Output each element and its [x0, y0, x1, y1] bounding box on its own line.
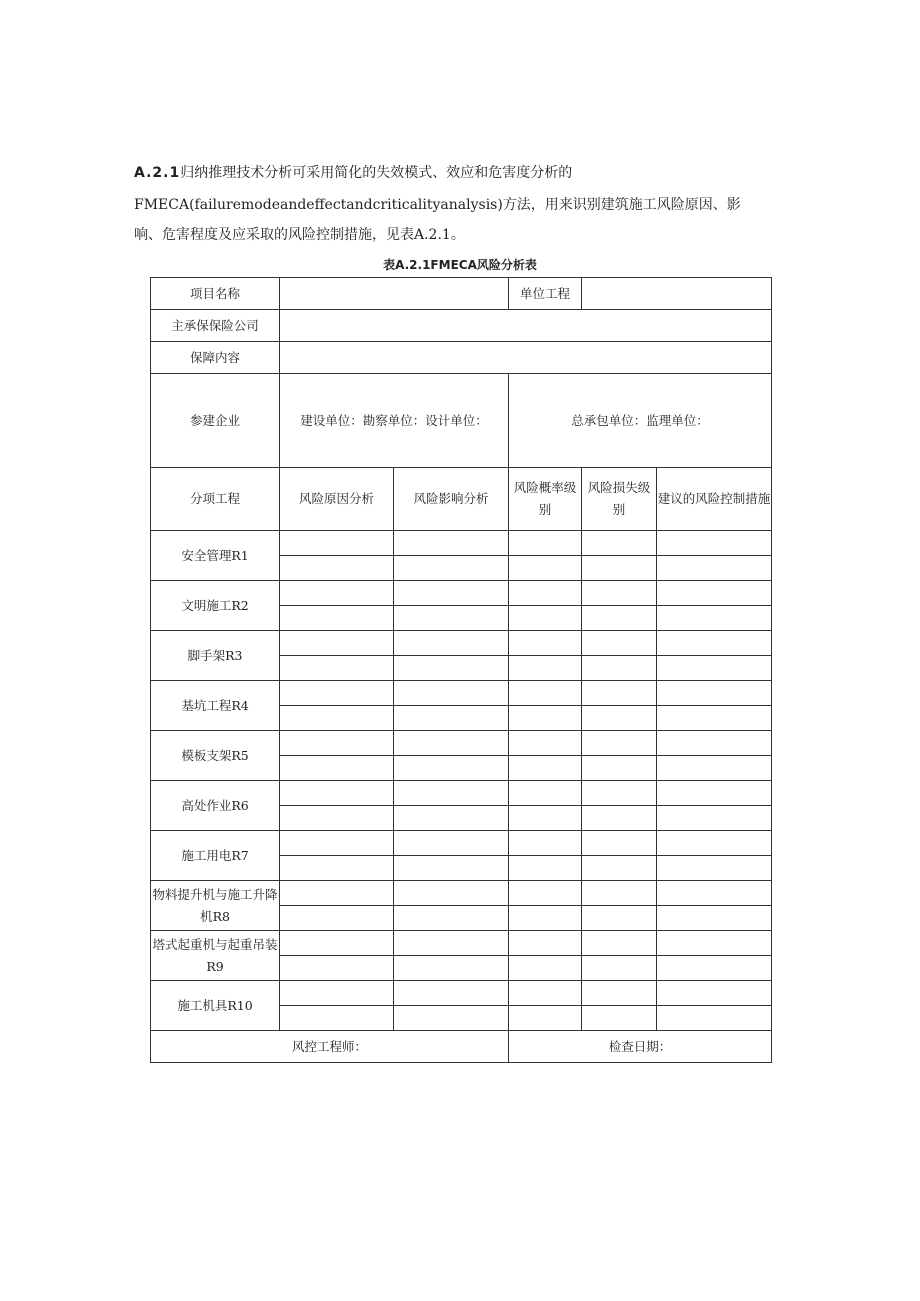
table-cell[interactable]: [394, 881, 509, 906]
table-row: [151, 531, 772, 556]
table-cell[interactable]: [394, 531, 509, 556]
table-cell[interactable]: [280, 981, 394, 1006]
table-cell[interactable]: [394, 981, 509, 1006]
header-prob: 风险概率级别: [509, 468, 582, 531]
subitem-label: 文明施工R2: [151, 581, 280, 631]
row-insurer: [151, 310, 772, 342]
table-cell[interactable]: [394, 906, 509, 931]
table-cell[interactable]: [509, 731, 582, 756]
table-cell[interactable]: [394, 856, 509, 881]
table-cell[interactable]: [582, 731, 657, 756]
table-cell[interactable]: [657, 531, 772, 556]
engineer-label[interactable]: 风控工程师：: [151, 1031, 509, 1063]
table-cell[interactable]: [509, 706, 582, 731]
table-cell[interactable]: [280, 631, 394, 656]
table-cell[interactable]: [582, 881, 657, 906]
table-cell[interactable]: [394, 831, 509, 856]
table-cell[interactable]: [509, 981, 582, 1006]
table-cell[interactable]: [582, 781, 657, 806]
table-cell[interactable]: [394, 706, 509, 731]
table-cell[interactable]: [280, 731, 394, 756]
table-cell[interactable]: [657, 781, 772, 806]
row-participants: [151, 374, 772, 468]
table-cell[interactable]: [280, 781, 394, 806]
table-cell[interactable]: [582, 856, 657, 881]
intro-text-1: 归纳推理技术分析可采用简化的失效模式、效应和危害度分析的: [180, 165, 573, 181]
table-cell[interactable]: [657, 656, 772, 681]
table-cell[interactable]: [280, 681, 394, 706]
table-cell[interactable]: [394, 956, 509, 981]
table-cell[interactable]: [657, 731, 772, 756]
subitem-label: 物料提升机与施工升降机R8: [151, 881, 280, 931]
table-cell[interactable]: [280, 756, 394, 781]
table-cell[interactable]: [280, 706, 394, 731]
table-cell[interactable]: [394, 656, 509, 681]
table-caption: 表A.2.1FMECA风险分析表: [383, 258, 537, 272]
table-cell[interactable]: [280, 531, 394, 556]
table-cell[interactable]: [657, 631, 772, 656]
table-cell[interactable]: [509, 581, 582, 606]
table-cell[interactable]: [582, 581, 657, 606]
table-row: [151, 731, 772, 756]
table-cell[interactable]: [657, 706, 772, 731]
table-cell[interactable]: [509, 1006, 582, 1031]
subitem-label: 施工用电R7: [151, 831, 280, 881]
table-cell[interactable]: [280, 1006, 394, 1031]
table-cell[interactable]: [657, 931, 772, 956]
table-cell[interactable]: [394, 781, 509, 806]
table-cell[interactable]: [657, 1006, 772, 1031]
table-cell[interactable]: [582, 956, 657, 981]
table-cell[interactable]: [394, 931, 509, 956]
table-cell[interactable]: [394, 756, 509, 781]
table-row: [151, 631, 772, 656]
table-cell[interactable]: [582, 1006, 657, 1031]
table-cell[interactable]: [509, 681, 582, 706]
table-row: [151, 781, 772, 806]
section-number: A.2.1: [134, 165, 181, 181]
table-cell[interactable]: [582, 681, 657, 706]
table-cell[interactable]: [394, 1006, 509, 1031]
table-cell[interactable]: [582, 531, 657, 556]
intro-line-1: [134, 158, 784, 188]
header-control: 建议的风险控制措施: [657, 468, 772, 531]
coverage-label: 保障内容: [151, 342, 280, 374]
table-cell[interactable]: [582, 706, 657, 731]
participants-right[interactable]: 总承包单位：监理单位：: [509, 374, 772, 468]
table-cell[interactable]: [280, 856, 394, 881]
table-cell[interactable]: [582, 756, 657, 781]
table-cell[interactable]: [582, 931, 657, 956]
table-cell[interactable]: [509, 856, 582, 881]
participants-left[interactable]: 建设单位：勘察单位：设计单位：: [280, 374, 509, 468]
table-cell[interactable]: [394, 681, 509, 706]
table-row: [151, 931, 772, 956]
table-cell[interactable]: [509, 756, 582, 781]
table-cell[interactable]: [657, 831, 772, 856]
table-cell[interactable]: [509, 881, 582, 906]
table-cell[interactable]: [280, 906, 394, 931]
table-cell[interactable]: [280, 581, 394, 606]
table-cell[interactable]: [394, 731, 509, 756]
insurer-label: 主承保保险公司: [151, 310, 280, 342]
table-cell[interactable]: [509, 931, 582, 956]
table-cell[interactable]: [509, 831, 582, 856]
project-name-value[interactable]: [280, 278, 509, 310]
table-cell[interactable]: [582, 606, 657, 631]
table-cell[interactable]: [657, 981, 772, 1006]
table-cell[interactable]: [657, 681, 772, 706]
item-rows: [151, 531, 772, 1031]
table-cell[interactable]: [394, 631, 509, 656]
table-cell[interactable]: [582, 631, 657, 656]
header-cause: 风险原因分析: [280, 468, 394, 531]
table-cell[interactable]: [657, 756, 772, 781]
unit-project-value[interactable]: [582, 278, 772, 310]
intro-line-3: 响、危害程度及应采取的风险控制措施，见表A.2.1。: [134, 227, 465, 243]
table-cell[interactable]: [280, 956, 394, 981]
table-cell[interactable]: [394, 606, 509, 631]
subitem-label: 脚手架R3: [151, 631, 280, 681]
row-footer: [151, 1031, 772, 1063]
coverage-value[interactable]: [280, 342, 772, 374]
table-row: [151, 881, 772, 906]
intro-line-2: FMECA(failuremodeandeffectandcriticalityanalysis)方法，用来识别建筑施工风险原因、影: [134, 197, 741, 213]
table-cell[interactable]: [509, 606, 582, 631]
subitem-label: 塔式起重机与起重吊装R9: [151, 931, 280, 981]
table-cell[interactable]: [509, 531, 582, 556]
table-cell[interactable]: [509, 956, 582, 981]
table-cell[interactable]: [657, 956, 772, 981]
table-cell[interactable]: [657, 556, 772, 581]
subitem-label: 基坑工程R4: [151, 681, 280, 731]
table-cell[interactable]: [582, 806, 657, 831]
table-cell[interactable]: [280, 606, 394, 631]
subitem-label: 安全管理R1: [151, 531, 280, 581]
table-row: [151, 681, 772, 706]
check-date-label[interactable]: 检查日期：: [509, 1031, 772, 1063]
row-project: [151, 278, 772, 310]
row-coverage: [151, 342, 772, 374]
table-cell[interactable]: [657, 581, 772, 606]
table-cell[interactable]: [280, 806, 394, 831]
subitem-label: 施工机具R10: [151, 981, 280, 1031]
header-impact: 风险影响分析: [394, 468, 509, 531]
table-cell[interactable]: [657, 606, 772, 631]
table-row: [151, 981, 772, 1006]
table-cell[interactable]: [394, 806, 509, 831]
header-subitem: 分项工程: [151, 468, 280, 531]
table-cell[interactable]: [657, 906, 772, 931]
table-cell[interactable]: [657, 856, 772, 881]
table-cell[interactable]: [582, 981, 657, 1006]
table-cell[interactable]: [509, 781, 582, 806]
table-cell[interactable]: [280, 931, 394, 956]
table-cell[interactable]: [509, 631, 582, 656]
row-headers: [151, 468, 772, 531]
table-cell[interactable]: [582, 556, 657, 581]
table-cell[interactable]: [280, 831, 394, 856]
subitem-label: 模板支架R5: [151, 731, 280, 781]
table-row: [151, 831, 772, 856]
table-cell[interactable]: [394, 556, 509, 581]
table-row: [151, 581, 772, 606]
table-cell[interactable]: [657, 806, 772, 831]
table-cell[interactable]: [280, 881, 394, 906]
table-cell[interactable]: [582, 906, 657, 931]
subitem-label: 高处作业R6: [151, 781, 280, 831]
table-cell[interactable]: [509, 906, 582, 931]
participants-label: 参建企业: [151, 374, 280, 468]
table-cell[interactable]: [280, 556, 394, 581]
table-cell[interactable]: [280, 656, 394, 681]
unit-project-label: 单位工程: [509, 278, 582, 310]
table-cell[interactable]: [509, 806, 582, 831]
insurer-value[interactable]: [280, 310, 772, 342]
table-cell[interactable]: [657, 881, 772, 906]
project-name-label: 项目名称: [151, 278, 280, 310]
table-cell[interactable]: [582, 656, 657, 681]
table-cell[interactable]: [394, 581, 509, 606]
table-cell[interactable]: [582, 831, 657, 856]
table-cell[interactable]: [509, 556, 582, 581]
table-cell[interactable]: [509, 656, 582, 681]
fmeca-table: [150, 277, 772, 1063]
header-loss: 风险损失级别: [582, 468, 657, 531]
